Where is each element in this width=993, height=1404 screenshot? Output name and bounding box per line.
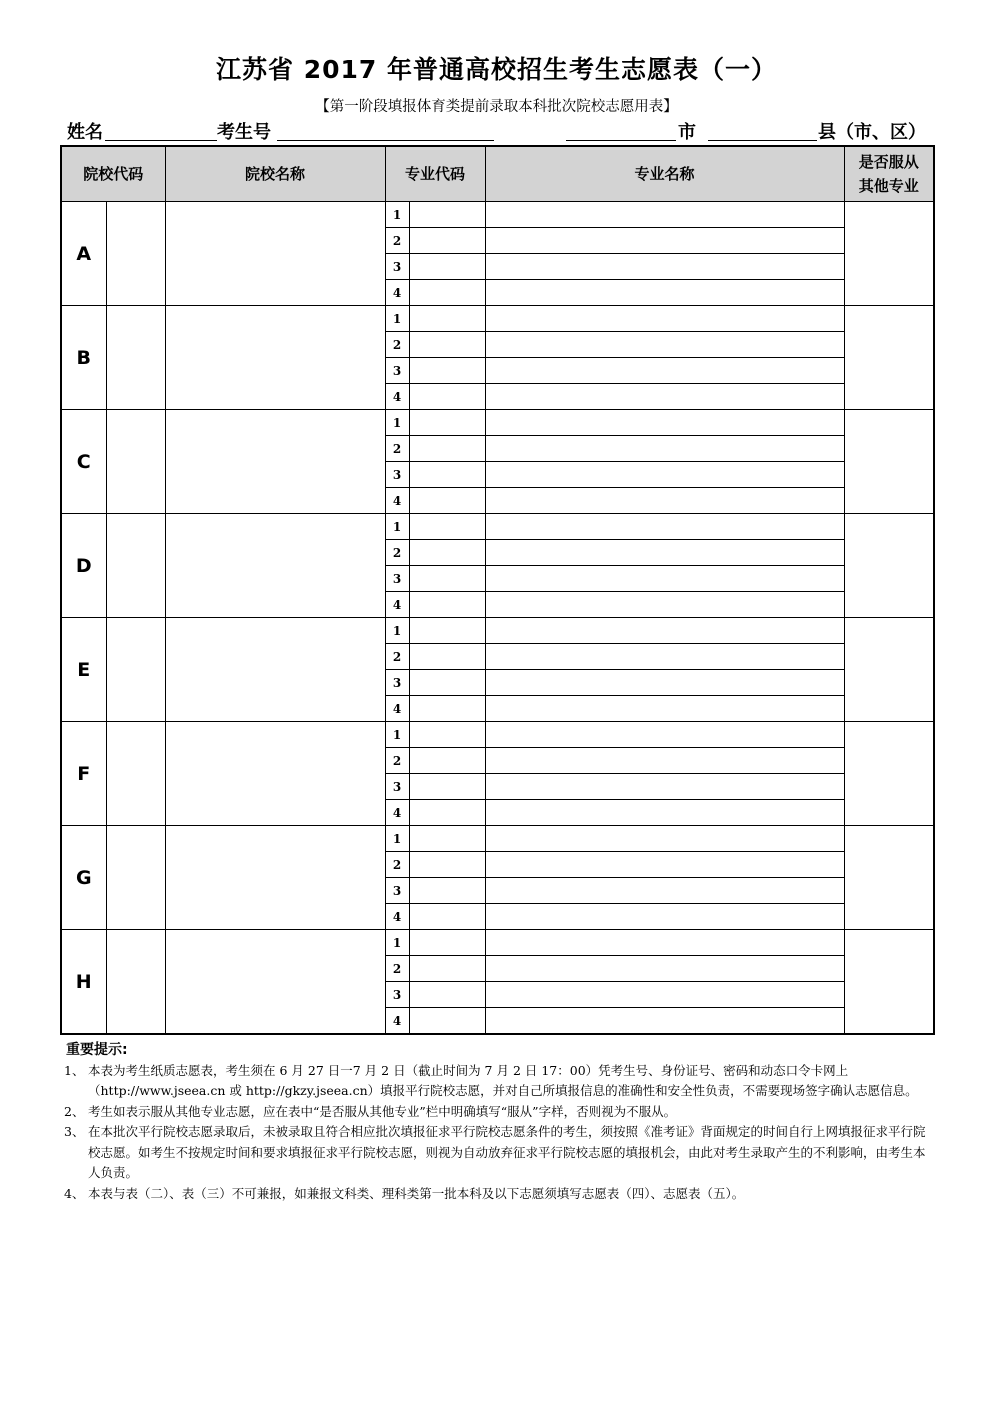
major-name-cell[interactable] <box>485 436 844 462</box>
major-name-cell[interactable] <box>485 410 844 436</box>
note-number: 4、 <box>64 1185 85 1201</box>
header-school-name: 院校名称 <box>165 146 385 202</box>
major-name-cell[interactable] <box>485 592 844 618</box>
accept-other-cell[interactable] <box>844 202 934 306</box>
school-code-cell[interactable] <box>106 618 165 722</box>
form-subtitle: 【第一阶段填报体育类提前录取本科批次院校志愿用表】 <box>315 99 678 115</box>
accept-other-cell[interactable] <box>844 618 934 722</box>
major-code-cell[interactable] <box>409 306 485 332</box>
major-number: 4 <box>385 800 409 826</box>
major-code-cell[interactable] <box>409 384 485 410</box>
candidate-info-line <box>67 118 937 144</box>
school-code-cell[interactable] <box>106 202 165 306</box>
choice-letter: C <box>61 410 106 514</box>
school-name-cell[interactable] <box>165 306 385 410</box>
major-code-cell[interactable] <box>409 748 485 774</box>
major-code-cell[interactable] <box>409 904 485 930</box>
major-number: 1 <box>385 306 409 332</box>
major-code-cell[interactable] <box>409 462 485 488</box>
major-number: 4 <box>385 592 409 618</box>
major-number: 4 <box>385 488 409 514</box>
table-row <box>61 826 934 852</box>
choice-letter: F <box>61 722 106 826</box>
major-name-cell[interactable] <box>485 462 844 488</box>
major-name-cell[interactable] <box>485 904 844 930</box>
important-notes <box>66 1040 936 1204</box>
note-text: 在本批次平行院校志愿录取后，未被录取且符合相应批次填报征求平行院校志愿条件的考生，须按照《准考证》背面规定的时间自行上网填报征求平行院校志愿。如考生不按规定时间和要求填报征求平行院校志愿，则视为自动放弃征求平行院校志愿的填报机会，由此对考生录取产生的不利影响，由考生本人负责。 <box>88 1124 926 1180</box>
major-code-cell[interactable] <box>409 696 485 722</box>
major-code-cell[interactable] <box>409 566 485 592</box>
major-number: 3 <box>385 254 409 280</box>
major-code-cell[interactable] <box>409 644 485 670</box>
major-name-cell[interactable] <box>485 228 844 254</box>
major-number: 1 <box>385 202 409 228</box>
major-number: 3 <box>385 670 409 696</box>
note-text: 本表为考生纸质志愿表，考生须在 6 月 27 日一7 月 2 日（截止时间为 7 月 2 日 17：00）凭考生号、身份证号、密码和动态口令卡网上（http://www.jseea.cn 或 http://gkzy.jseea.cn）填报平行院校志愿，并对自己所填报信息的准确性和安全性负责，不需要现场签字确认志愿信息。 <box>88 1062 918 1098</box>
county-label: 县（市、区） <box>818 122 926 143</box>
major-number: 3 <box>385 358 409 384</box>
name-label: 姓名 <box>67 122 103 143</box>
city-label: 市 <box>678 122 696 143</box>
major-code-cell[interactable] <box>409 826 485 852</box>
major-number: 4 <box>385 904 409 930</box>
major-code-cell[interactable] <box>409 618 485 644</box>
major-name-cell[interactable] <box>485 852 844 878</box>
county-field[interactable] <box>708 140 817 141</box>
major-number: 1 <box>385 826 409 852</box>
major-name-cell[interactable] <box>485 982 844 1008</box>
major-code-cell[interactable] <box>409 774 485 800</box>
major-number: 1 <box>385 722 409 748</box>
accept-other-cell[interactable] <box>844 826 934 930</box>
table-row <box>61 306 934 332</box>
major-code-cell[interactable] <box>409 592 485 618</box>
major-name-cell[interactable] <box>485 774 844 800</box>
major-code-cell[interactable] <box>409 1008 485 1035</box>
table-header-row <box>61 146 934 202</box>
major-number: 2 <box>385 540 409 566</box>
major-name-cell[interactable] <box>485 878 844 904</box>
major-number: 4 <box>385 280 409 306</box>
accept-other-cell[interactable] <box>844 514 934 618</box>
note-item <box>66 1184 936 1205</box>
major-code-cell[interactable] <box>409 254 485 280</box>
choice-letter: B <box>61 306 106 410</box>
notes-heading: 重要提示: <box>66 1042 128 1058</box>
exam-no-label: 考生号 <box>217 122 271 143</box>
major-number: 4 <box>385 384 409 410</box>
major-name-cell[interactable] <box>485 202 844 228</box>
major-code-cell[interactable] <box>409 852 485 878</box>
accept-other-cell[interactable] <box>844 722 934 826</box>
header-accept-other <box>844 146 934 202</box>
major-name-cell[interactable] <box>485 280 844 306</box>
choice-letter: D <box>61 514 106 618</box>
note-number: 3、 <box>64 1124 85 1139</box>
major-number: 2 <box>385 228 409 254</box>
major-code-cell[interactable] <box>409 930 485 956</box>
major-name-cell[interactable] <box>485 540 844 566</box>
major-number: 1 <box>385 410 409 436</box>
major-code-cell[interactable] <box>409 722 485 748</box>
major-name-cell[interactable] <box>485 722 844 748</box>
school-code-cell[interactable] <box>106 930 165 1035</box>
major-name-cell[interactable] <box>485 644 844 670</box>
school-name-cell[interactable] <box>165 202 385 306</box>
major-code-cell[interactable] <box>409 878 485 904</box>
major-number: 1 <box>385 930 409 956</box>
note-text: 本表与表（二）、表（三）不可兼报，如兼报文科类、理科类第一批本科及以下志愿须填写志愿表（四）、志愿表（五）。 <box>88 1185 745 1201</box>
major-code-cell[interactable] <box>409 956 485 982</box>
table-row <box>61 618 934 644</box>
accept-other-cell[interactable] <box>844 306 934 410</box>
choice-letter: G <box>61 826 106 930</box>
city-field[interactable] <box>566 140 676 141</box>
major-code-cell[interactable] <box>409 358 485 384</box>
major-number: 3 <box>385 878 409 904</box>
major-name-cell[interactable] <box>485 696 844 722</box>
major-name-cell[interactable] <box>485 956 844 982</box>
major-number: 2 <box>385 436 409 462</box>
school-name-cell[interactable] <box>165 930 385 1035</box>
major-code-cell[interactable] <box>409 670 485 696</box>
major-code-cell[interactable] <box>409 488 485 514</box>
school-name-cell[interactable] <box>165 618 385 722</box>
note-number: 1、 <box>64 1062 85 1078</box>
school-code-cell[interactable] <box>106 410 165 514</box>
major-number: 3 <box>385 774 409 800</box>
major-name-cell[interactable] <box>485 358 844 384</box>
note-text: 考生如表示服从其他专业志愿，应在表中“是否服从其他专业”栏中明确填写“服从”字样，否则视为不服从。 <box>88 1103 677 1119</box>
header-accept-other-line1: 是否服从 <box>858 153 919 171</box>
major-name-cell[interactable] <box>485 514 844 540</box>
major-number: 2 <box>385 332 409 358</box>
major-code-cell[interactable] <box>409 202 485 228</box>
major-number: 3 <box>385 462 409 488</box>
major-number: 2 <box>385 748 409 774</box>
major-number: 4 <box>385 1008 409 1035</box>
major-name-cell[interactable] <box>485 1008 844 1035</box>
major-name-cell[interactable] <box>485 930 844 956</box>
school-name-cell[interactable] <box>165 722 385 826</box>
header-major-name: 专业名称 <box>485 146 844 202</box>
volunteer-table <box>60 145 935 1035</box>
note-item <box>66 1102 936 1123</box>
school-code-cell[interactable] <box>106 826 165 930</box>
school-name-cell[interactable] <box>165 514 385 618</box>
note-item <box>66 1122 936 1184</box>
name-field[interactable] <box>105 140 217 141</box>
major-number: 1 <box>385 514 409 540</box>
major-number: 2 <box>385 644 409 670</box>
major-code-cell[interactable] <box>409 332 485 358</box>
major-code-cell[interactable] <box>409 514 485 540</box>
major-name-cell[interactable] <box>485 826 844 852</box>
major-number: 3 <box>385 982 409 1008</box>
major-code-cell[interactable] <box>409 982 485 1008</box>
choice-letter: A <box>61 202 106 306</box>
school-code-cell[interactable] <box>106 306 165 410</box>
major-name-cell[interactable] <box>485 566 844 592</box>
major-number: 2 <box>385 956 409 982</box>
major-number: 4 <box>385 696 409 722</box>
major-code-cell[interactable] <box>409 410 485 436</box>
accept-other-cell[interactable] <box>844 930 934 1035</box>
major-code-cell[interactable] <box>409 540 485 566</box>
header-major-code: 专业代码 <box>385 146 485 202</box>
table-row <box>61 930 934 956</box>
major-number: 2 <box>385 852 409 878</box>
major-code-cell[interactable] <box>409 228 485 254</box>
major-number: 3 <box>385 566 409 592</box>
table-row <box>61 410 934 436</box>
note-number: 2、 <box>64 1103 85 1119</box>
major-number: 1 <box>385 618 409 644</box>
major-name-cell[interactable] <box>485 748 844 774</box>
table-row <box>61 202 934 228</box>
school-code-cell[interactable] <box>106 722 165 826</box>
form-title: 江苏省 2017 年普通高校招生考生志愿表（一） <box>216 55 777 84</box>
major-name-cell[interactable] <box>485 254 844 280</box>
major-name-cell[interactable] <box>485 800 844 826</box>
major-name-cell[interactable] <box>485 332 844 358</box>
major-name-cell[interactable] <box>485 670 844 696</box>
note-item <box>66 1061 936 1102</box>
major-code-cell[interactable] <box>409 436 485 462</box>
school-code-cell[interactable] <box>106 514 165 618</box>
major-code-cell[interactable] <box>409 280 485 306</box>
header-accept-other-line2: 其他专业 <box>858 177 919 195</box>
school-name-cell[interactable] <box>165 826 385 930</box>
school-name-cell[interactable] <box>165 410 385 514</box>
choice-letter: E <box>61 618 106 722</box>
table-row <box>61 514 934 540</box>
major-name-cell[interactable] <box>485 306 844 332</box>
choice-letter: H <box>61 930 106 1035</box>
major-name-cell[interactable] <box>485 488 844 514</box>
exam-no-field[interactable] <box>277 140 494 141</box>
major-name-cell[interactable] <box>485 384 844 410</box>
major-name-cell[interactable] <box>485 618 844 644</box>
accept-other-cell[interactable] <box>844 410 934 514</box>
major-code-cell[interactable] <box>409 800 485 826</box>
table-row <box>61 722 934 748</box>
header-school-code: 院校代码 <box>61 146 165 202</box>
